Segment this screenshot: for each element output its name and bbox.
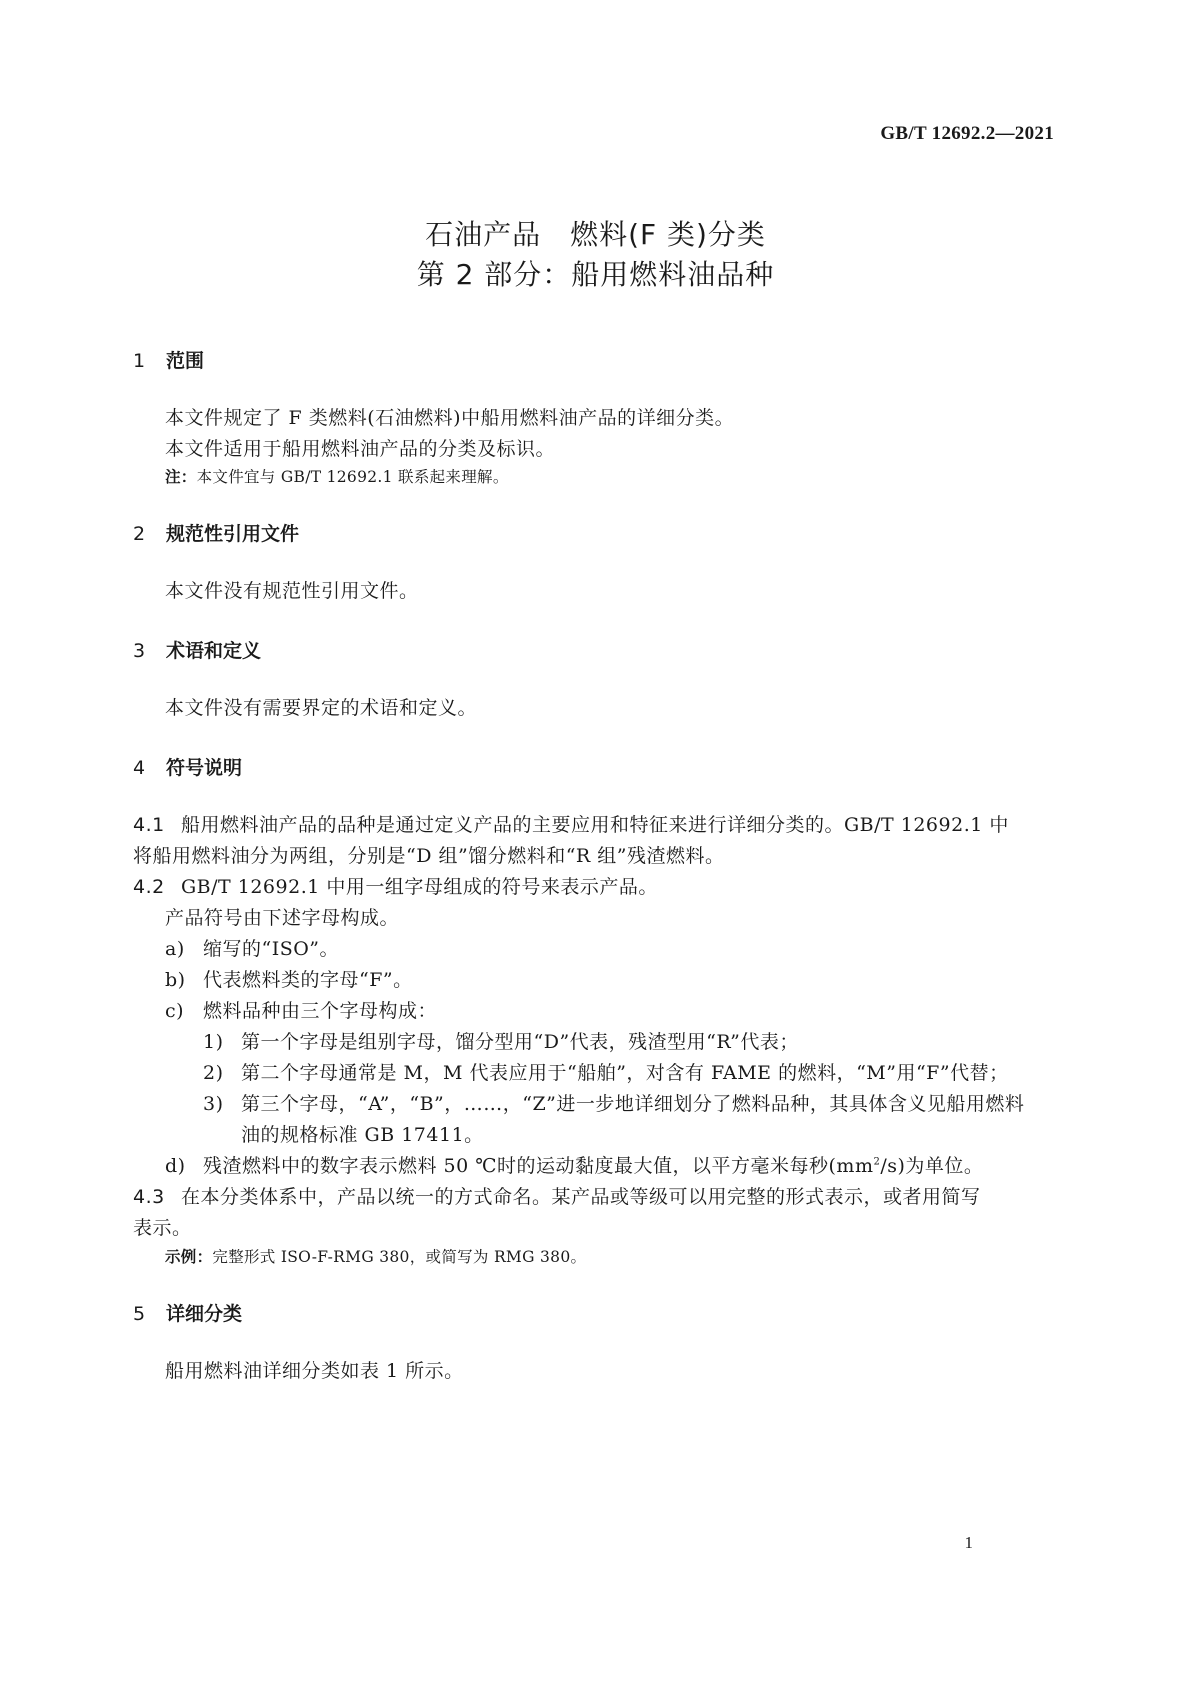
list-label: 2) (203, 1062, 224, 1084)
list-item-c2 (203, 1058, 1009, 1085)
section-title: 详细分类 (166, 1303, 243, 1325)
section-number: 4 (133, 757, 146, 779)
clause-number: 4.3 (133, 1186, 165, 1208)
list-item-a (165, 934, 339, 961)
clause-text: 船用燃料油产品的品种是通过定义产品的主要应用和特征来进行详细分类的。GB/T 12692.1 中 (181, 814, 1009, 836)
list-text: 代表燃料类的字母“F”。 (203, 969, 413, 991)
note-text: 本文件宜与 GB/T 12692.1 联系起来理解。 (196, 468, 509, 486)
clause-4-3-line1 (133, 1182, 981, 1209)
document-title-line1: 石油产品 燃料(F 类)分类 (425, 218, 766, 251)
s2-paragraph-1: 本文件没有规范性引用文件。 (165, 580, 419, 602)
list-item-c3-line2: 油的规格标准 GB 17411。 (241, 1124, 484, 1146)
superscript: 2 (873, 1156, 881, 1168)
list-label: c) (165, 1000, 185, 1022)
example-text: 完整形式 ISO-F-RMG 380，或简写为 RMG 380。 (212, 1248, 587, 1266)
example (165, 1245, 586, 1267)
clause-4-2-line2: 产品符号由下述字母构成。 (165, 907, 400, 929)
list-label: 3) (203, 1093, 224, 1115)
section-title: 符号说明 (166, 757, 243, 779)
list-text: 第一个字母是组别字母，馏分型用“D”代表，残渣型用“R”代表； (241, 1031, 799, 1053)
s3-paragraph-1: 本文件没有需要界定的术语和定义。 (165, 697, 478, 719)
list-text: 残渣燃料中的数字表示燃料 50 ℃时的运动黏度最大值，以平方毫米每秒(mm (203, 1155, 874, 1177)
list-item-c (165, 996, 437, 1023)
s1-paragraph-2: 本文件适用于船用燃料油产品的分类及标识。 (165, 438, 556, 460)
list-text: 第二个字母通常是 M，M 代表应用于“船舶”，对含有 FAME 的燃料，“M”用“F”代替； (241, 1062, 1009, 1084)
s1-note (165, 465, 509, 487)
list-item-b (165, 965, 413, 992)
clause-4-1-line2: 将船用燃料油分为两组，分别是“D 组”馏分燃料和“R 组”残渣燃料。 (133, 845, 725, 867)
list-text: 缩写的“ISO”。 (203, 938, 340, 960)
list-text: 燃料品种由三个字母构成： (203, 1000, 438, 1022)
section-number: 3 (133, 640, 146, 662)
document-title-line2: 第 2 部分：船用燃料油品种 (416, 258, 775, 291)
section-number: 5 (133, 1303, 146, 1325)
section-title: 规范性引用文件 (166, 523, 300, 545)
clause-text: GB/T 12692.1 中用一组字母组成的符号来表示产品。 (181, 876, 658, 898)
list-text-tail: /s)为单位。 (880, 1155, 984, 1177)
s5-paragraph-1: 船用燃料油详细分类如表 1 所示。 (165, 1360, 464, 1382)
section-5-heading (133, 1299, 242, 1326)
section-2-heading (133, 519, 299, 546)
section-title: 术语和定义 (166, 640, 262, 662)
section-3-heading (133, 636, 261, 663)
example-label: 示例： (165, 1248, 213, 1266)
list-label: a) (165, 938, 185, 960)
clause-number: 4.2 (133, 876, 165, 898)
clause-number: 4.1 (133, 814, 165, 836)
section-4-heading (133, 753, 242, 780)
page-number: 1 (964, 1533, 973, 1552)
list-label: 1) (203, 1031, 224, 1053)
section-number: 2 (133, 523, 146, 545)
clause-text: 在本分类体系中，产品以统一的方式命名。某产品或等级可以用完整的形式表示，或者用简写 (181, 1186, 981, 1208)
list-item-c3-line1 (203, 1089, 1024, 1116)
clause-4-3-line2: 表示。 (133, 1217, 192, 1239)
section-title: 范围 (166, 350, 205, 372)
section-number: 1 (133, 350, 146, 372)
s1-paragraph-1: 本文件规定了 F 类燃料(石油燃料)中船用燃料油产品的详细分类。 (165, 407, 735, 429)
list-label: d) (165, 1155, 186, 1177)
list-item-c1 (203, 1027, 799, 1054)
clause-4-1-line1 (133, 810, 1009, 837)
standard-number: GB/T 12692.2—2021 (880, 123, 1054, 144)
list-text: 第三个字母，“A”，“B”，……，“Z”进一步地详细划分了燃料品种，其具体含义见船用燃料 (241, 1093, 1025, 1115)
note-label: 注： (165, 468, 197, 486)
clause-4-2-line1 (133, 872, 658, 899)
section-1-heading (133, 346, 204, 373)
list-label: b) (165, 969, 186, 991)
list-item-d (165, 1151, 983, 1178)
